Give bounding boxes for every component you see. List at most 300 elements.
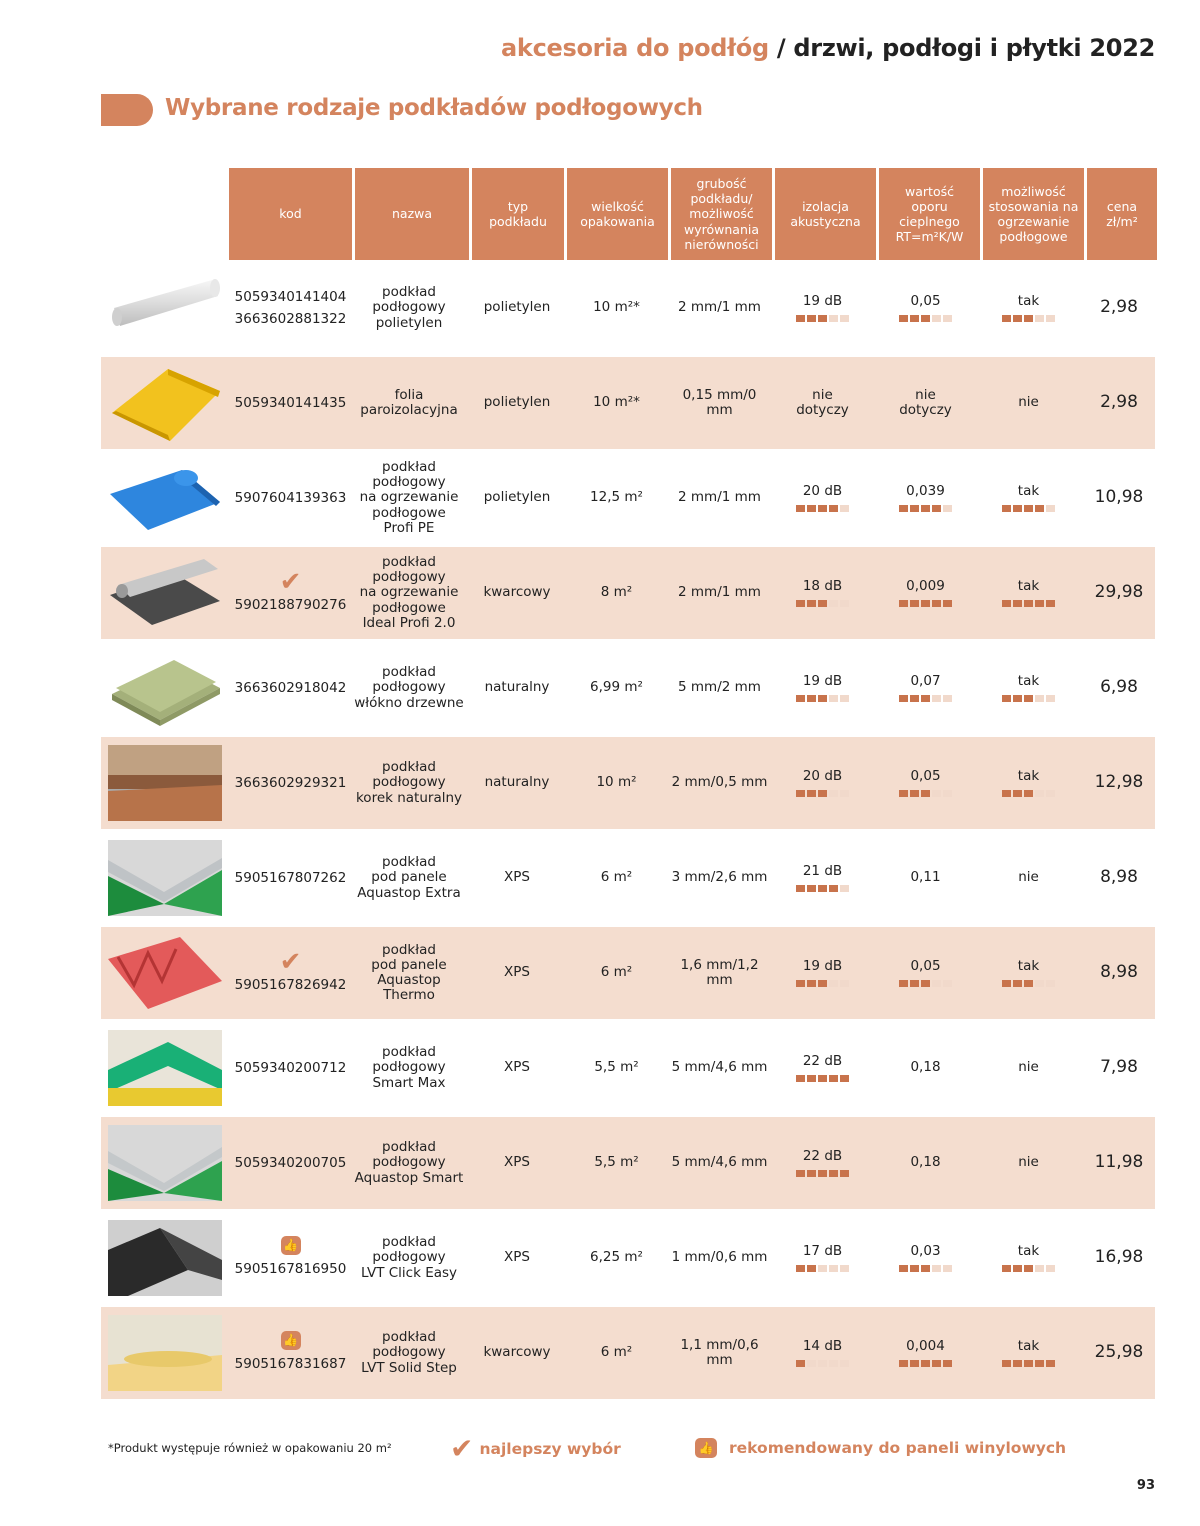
rating-square [840,980,849,987]
thermal-cell [875,1307,976,1399]
column-header: wielkość opakowania [567,168,668,260]
rating-square [921,505,930,512]
product-code: 5059340200705 [234,1154,347,1171]
code-cell [229,357,352,449]
thermal-rating [899,505,952,512]
price-cell [1084,1117,1154,1209]
rating-square [921,1360,930,1367]
size-cell [566,737,667,829]
product-name: podkład podłogowy Smart Max [372,1044,446,1091]
thickness-value: 5 mm/2 mm [678,679,761,696]
header-breadcrumb [501,34,1155,62]
thermal-value: 0,05 [910,767,941,784]
product-name: podkład podłogowy LVT Click Easy [360,1234,458,1281]
size-cell [566,357,667,449]
product-name: podkład podłogowy na ogrzewanie podłogowe Ideal Profi 2.0 [359,553,459,631]
underlay-type: polietylen [483,299,551,316]
price-value: 8,98 [1100,867,1138,888]
table-row [101,357,1155,449]
product-image [108,1220,222,1296]
rating-square [840,505,849,512]
rating-square [921,600,930,607]
product-code: 5907604139363 [234,489,347,506]
acoustic-value: 22 dB [802,1147,843,1164]
acoustic-cell [772,927,873,1019]
rating-square [1002,315,1011,322]
code-cell [229,1117,352,1209]
size-cell [566,452,667,544]
heating-value: nie [1018,1154,1039,1171]
table-row [101,832,1155,924]
product-code: 5059340200712 [234,1059,347,1076]
thermal-value: 0,03 [910,1242,941,1259]
size-cell [566,642,667,734]
thermal-cell [875,262,976,354]
acoustic-rating [796,1075,849,1082]
name-cell [352,262,466,354]
rating-square [829,885,838,892]
column-header: wartość oporu cieplnego RT=m²K/W [879,168,980,260]
size-cell [566,1212,667,1304]
heating-cell [978,547,1079,639]
rating-square [796,1170,805,1177]
rating-square [899,505,908,512]
acoustic-value: 19 dB [802,672,843,689]
heating-value: tak [1017,292,1040,309]
legend-best-choice-label: najlepszy wybór [479,1439,621,1458]
rating-square [1002,505,1011,512]
rating-square [840,1075,849,1082]
rating-square [1024,1265,1033,1272]
thickness-value: 5 mm/4,6 mm [671,1059,768,1076]
acoustic-value: 14 dB [802,1337,843,1354]
rating-square [1035,505,1044,512]
rating-square [910,600,919,607]
rating-square [943,980,952,987]
heating-cell [978,927,1079,1019]
rating-square [807,1075,816,1082]
price-cell [1084,1212,1154,1304]
price-value: 29,98 [1094,582,1144,603]
package-size: 6 m² [600,869,633,886]
heating-rating [1002,505,1055,512]
code-cell [229,927,352,1019]
type-cell [471,262,563,354]
rating-square [840,885,849,892]
rating-square [1013,790,1022,797]
package-size: 10 m²* [593,394,640,411]
rating-square [899,1360,908,1367]
type-cell [471,832,563,924]
price-value: 16,98 [1094,1247,1144,1268]
rating-square [807,1265,816,1272]
code-cell [229,547,352,639]
rating-square [829,980,838,987]
acoustic-rating [796,885,849,892]
thermal-rating [899,980,952,987]
name-cell [352,1117,466,1209]
acoustic-cell [772,262,873,354]
thickness-cell [669,1212,770,1304]
thumbs-up-icon: 👍 [281,1236,301,1255]
acoustic-rating [796,505,849,512]
thermal-cell [875,452,976,544]
price-cell [1084,452,1154,544]
rating-square [829,315,838,322]
package-size: 10 m² [596,774,637,791]
heating-rating [1002,600,1055,607]
product-image [108,745,222,821]
column-header: kod [229,168,352,260]
rating-square [1035,980,1044,987]
thermal-cell [875,357,976,449]
rating-square [829,1265,838,1272]
rating-square [840,1265,849,1272]
type-cell [471,357,563,449]
thickness-cell [669,832,770,924]
acoustic-rating [796,1170,849,1177]
price-value: 2,98 [1100,392,1138,413]
size-cell [566,1307,667,1399]
header-separator: / [768,34,794,62]
thermal-rating [899,600,952,607]
name-cell [352,1022,466,1114]
package-size: 6,25 m² [590,1249,643,1266]
product-name: podkład podłogowy na ogrzewanie podłogowe Profi PE [359,458,459,536]
rating-square [829,790,838,797]
column-header: możliwość stosowania na ogrzewanie podłogowe [983,168,1084,260]
acoustic-value: 22 dB [802,1052,843,1069]
package-size: 12,5 m² [590,489,643,506]
acoustic-rating [796,1360,849,1367]
footnote: *Produkt występuje również w opakowaniu 20 m² [108,1441,392,1455]
rating-square [1035,600,1044,607]
thermal-rating [899,1360,952,1367]
rating-square [807,315,816,322]
thickness-value: 2 mm/0,5 mm [671,774,768,791]
acoustic-cell [772,1022,873,1114]
size-cell [566,832,667,924]
price-value: 10,98 [1094,487,1144,508]
thickness-value: 1,1 mm/0,6 mm [680,1336,759,1368]
rating-square [1046,695,1055,702]
underlay-type: XPS [504,1059,530,1076]
column-header: typ podkładu [472,168,564,260]
thermal-value: 0,18 [910,1154,941,1171]
rating-square [899,315,908,322]
rating-square [932,505,941,512]
name-cell [352,1307,466,1399]
legend-recommended-label: rekomendowany do paneli winylowych [729,1439,1067,1457]
product-image [108,1315,222,1391]
rating-square [910,1265,919,1272]
underlay-type: XPS [504,1154,530,1171]
acoustic-rating [796,315,849,322]
heating-value: tak [1017,767,1040,784]
rating-square [932,790,941,797]
rating-square [1024,505,1033,512]
heating-cell [978,1022,1079,1114]
rating-square [1035,790,1044,797]
rating-square [807,505,816,512]
product-image [108,1125,222,1201]
product-code: 5905167831687 [234,1355,347,1372]
rating-square [1013,695,1022,702]
thickness-value: 1 mm/0,6 mm [671,1249,768,1266]
product-name: podkład pod panele Aquastop Thermo [371,941,447,1004]
rating-square [1013,1265,1022,1272]
rating-square [932,695,941,702]
rating-square [807,1170,816,1177]
product-image [108,460,222,536]
product-code: 3663602918042 [234,679,347,696]
price-value: 2,98 [1100,297,1138,318]
heating-cell [978,642,1079,734]
rating-square [829,1170,838,1177]
thickness-value: 5 mm/4,6 mm [671,1154,768,1171]
type-cell [471,452,563,544]
underlay-type: naturalny [484,774,550,791]
acoustic-cell [772,547,873,639]
rating-square [1024,600,1033,607]
product-name: podkład podłogowy polietylen [372,284,446,331]
size-cell [566,1022,667,1114]
size-cell [566,927,667,1019]
price-value: 7,98 [1100,1057,1138,1078]
rating-square [899,980,908,987]
type-cell [471,927,563,1019]
column-header: izolacja akustyczna [775,168,876,260]
rating-square [1046,980,1055,987]
thermal-value: 0,18 [910,1059,941,1076]
thermal-cell [875,1022,976,1114]
rating-square [921,695,930,702]
rating-square [818,980,827,987]
rating-square [943,505,952,512]
thermal-cell [875,737,976,829]
price-value: 11,98 [1094,1152,1144,1173]
rating-square [943,695,952,702]
column-header: cena zł/m² [1087,168,1157,260]
thickness-value: 2 mm/1 mm [678,489,761,506]
product-image [108,1030,222,1106]
price-cell [1084,1307,1154,1399]
price-cell [1084,357,1154,449]
rating-square [807,1360,816,1367]
code-cell [229,262,352,354]
rating-square [899,600,908,607]
rating-square [910,1360,919,1367]
rating-square [1013,1360,1022,1367]
underlay-type: XPS [504,964,530,981]
name-cell [352,927,466,1019]
rating-square [796,1075,805,1082]
underlay-type: kwarcowy [483,1344,551,1361]
underlay-type: kwarcowy [483,584,551,601]
rating-square [1013,505,1022,512]
rating-square [1046,1265,1055,1272]
thermal-value: 0,05 [910,292,941,309]
thermal-cell [875,832,976,924]
type-cell [471,1022,563,1114]
rating-square [840,600,849,607]
name-cell [352,737,466,829]
rating-square [1002,1360,1011,1367]
heating-cell [978,262,1079,354]
heating-cell [978,357,1079,449]
rating-square [818,315,827,322]
product-image [108,365,222,441]
table-row [101,452,1155,544]
thermal-value: 0,004 [906,1337,945,1354]
product-image [108,555,222,631]
thermal-cell [875,547,976,639]
heating-value: tak [1017,577,1040,594]
thumbs-up-icon: 👍 [695,1438,717,1458]
rating-square [818,1265,827,1272]
heating-value: nie [1018,869,1039,886]
acoustic-cell [772,832,873,924]
thermal-value: 0,05 [910,957,941,974]
heating-rating [1002,1360,1055,1367]
rating-square [943,1265,952,1272]
package-size: 10 m²* [593,299,640,316]
checkmark-icon: ✔ [279,566,302,597]
type-cell [471,642,563,734]
rating-square [910,315,919,322]
heating-value: nie [1018,1059,1039,1076]
product-name: podkład podłogowy korek naturalny [355,759,463,806]
product-code: 5059340141435 [234,394,347,411]
rating-square [829,1075,838,1082]
product-name: podkład podłogowy LVT Solid Step [361,1329,457,1376]
rating-square [932,1360,941,1367]
acoustic-rating [796,790,849,797]
legend-best-choice [450,1432,621,1465]
acoustic-cell [772,642,873,734]
rating-square [818,790,827,797]
thermal-value: 0,039 [906,482,945,499]
thickness-value: 2 mm/1 mm [678,584,761,601]
rating-square [921,315,930,322]
acoustic-value: 20 dB [802,482,843,499]
heating-value: nie [1018,394,1039,411]
rating-square [796,695,805,702]
thickness-cell [669,642,770,734]
rating-square [818,1170,827,1177]
type-cell [471,547,563,639]
thermal-value: nie dotyczy [899,386,952,418]
rating-square [1035,315,1044,322]
thickness-value: 0,15 mm/0 mm [682,386,757,418]
code-cell [229,832,352,924]
rating-square [932,600,941,607]
acoustic-cell [772,1307,873,1399]
price-cell [1084,262,1154,354]
rating-square [910,790,919,797]
thickness-cell [669,737,770,829]
rating-square [921,790,930,797]
price-cell [1084,642,1154,734]
rating-square [807,600,816,607]
rating-square [943,600,952,607]
rating-square [1024,790,1033,797]
rating-square [932,980,941,987]
table-row [101,547,1155,639]
thermal-value: 0,009 [906,577,945,594]
thickness-cell [669,262,770,354]
name-cell [352,642,466,734]
section-tab-marker [101,94,153,126]
rating-square [899,790,908,797]
code-cell [229,1022,352,1114]
code-cell [229,452,352,544]
rating-square [840,1170,849,1177]
thermal-cell [875,642,976,734]
underlay-type: naturalny [484,679,550,696]
rating-square [1024,1360,1033,1367]
table-row [101,927,1155,1019]
rating-square [796,315,805,322]
heating-rating [1002,695,1055,702]
thermal-cell [875,1117,976,1209]
package-size: 5,5 m² [594,1154,639,1171]
product-name: podkład pod panele Aquastop Extra [357,854,461,901]
acoustic-cell [772,737,873,829]
rating-square [921,980,930,987]
price-cell [1084,547,1154,639]
acoustic-rating [796,695,849,702]
acoustic-cell [772,452,873,544]
acoustic-value: 19 dB [802,957,843,974]
rating-square [807,790,816,797]
product-code: 5905167816950 [234,1260,347,1277]
thickness-cell [669,1022,770,1114]
thickness-cell [669,547,770,639]
thumbs-up-icon: 👍 [281,1331,301,1350]
page-number: 93 [1136,1478,1155,1493]
rating-square [910,980,919,987]
acoustic-cell [772,1117,873,1209]
code-cell [229,642,352,734]
acoustic-value: 18 dB [802,577,843,594]
acoustic-value: 21 dB [802,862,843,879]
package-size: 6 m² [600,964,633,981]
heating-cell [978,1212,1079,1304]
rating-square [829,1360,838,1367]
rating-square [840,315,849,322]
table-row [101,642,1155,734]
rating-square [943,1360,952,1367]
name-cell [352,1212,466,1304]
heating-cell [978,1117,1079,1209]
underlay-type: XPS [504,869,530,886]
rating-square [829,695,838,702]
acoustic-rating [796,980,849,987]
heating-rating [1002,790,1055,797]
rating-square [807,980,816,987]
rating-square [818,695,827,702]
section-title: Wybrane rodzaje podkładów podłogowych [165,95,703,121]
table-header [229,168,1160,260]
header-category: akcesoria do podłóg [501,34,769,62]
rating-square [1002,695,1011,702]
product-code: 5905167826942 [234,976,347,993]
thickness-cell [669,452,770,544]
rating-square [1002,790,1011,797]
price-cell [1084,737,1154,829]
rating-square [1035,1265,1044,1272]
